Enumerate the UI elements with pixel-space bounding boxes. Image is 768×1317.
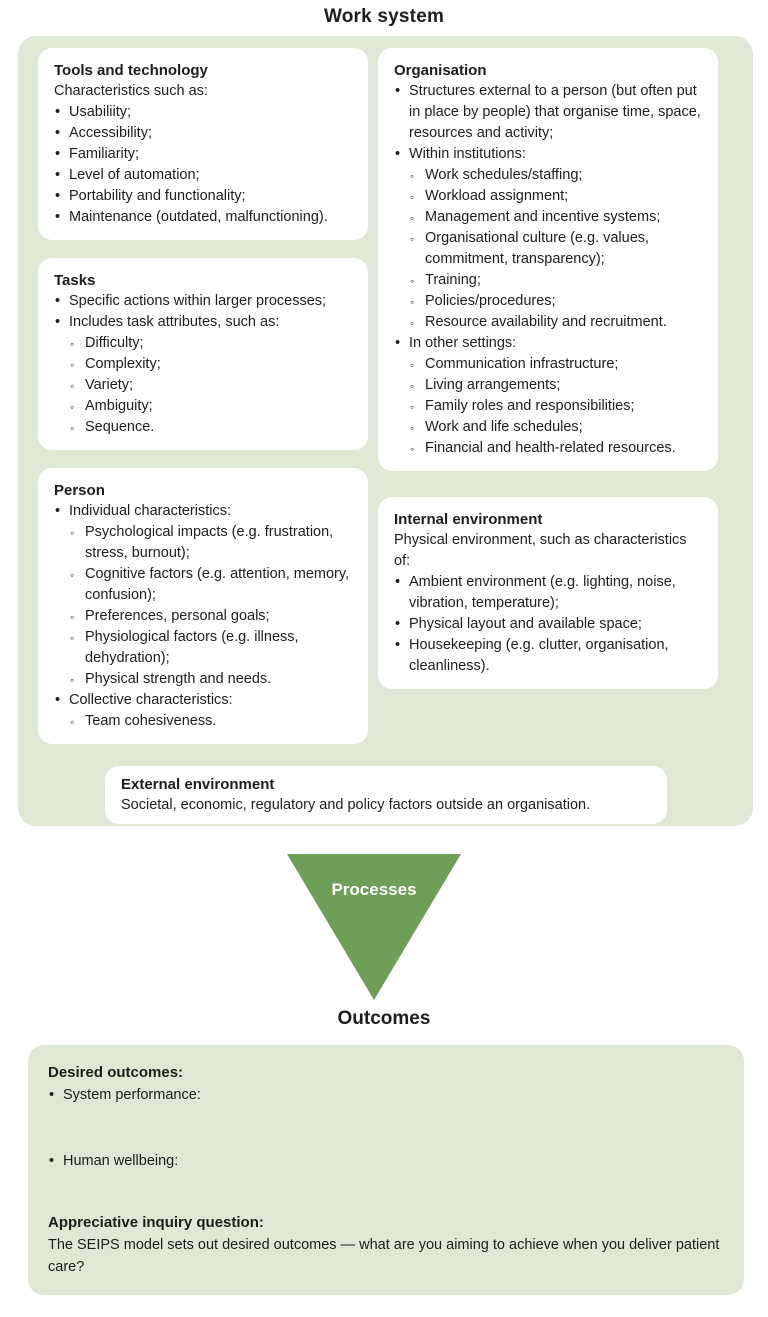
list-item: ◦ Team cohesiveness. bbox=[54, 711, 352, 732]
human-wellbeing-item: • Human wellbeing: bbox=[48, 1150, 724, 1172]
list-item: • Individual characteristics: bbox=[54, 501, 352, 522]
list-item: • Maintenance (outdated, malfunctioning). bbox=[54, 207, 352, 228]
list-item: • Familiarity; bbox=[54, 144, 352, 165]
list-item: ◦ Work schedules/staffing; bbox=[394, 165, 702, 186]
list-item: • Portability and functionality; bbox=[54, 186, 352, 207]
work-system-panel bbox=[18, 36, 753, 826]
tools-and-technology-box bbox=[38, 48, 368, 240]
list-item: ◦ Living arrangements; bbox=[394, 375, 702, 396]
list-item: • Structures external to a person (but often put in place by people) that organise time, space, resources and activity; bbox=[394, 81, 702, 144]
appreciative-inquiry-heading: Appreciative inquiry question: bbox=[48, 1214, 264, 1231]
list-item: • Within institutions: bbox=[394, 144, 702, 165]
list-item: ◦ Workload assignment; bbox=[394, 186, 702, 207]
list-item: • Accessibility; bbox=[54, 123, 352, 144]
list-item: ◦ Organisational culture (e.g. values, commitment, transparency); bbox=[394, 228, 702, 270]
list-item: ◦ Preferences, personal goals; bbox=[54, 606, 352, 627]
list-item: ◦ Variety; bbox=[54, 375, 352, 396]
external-environment-box bbox=[105, 766, 667, 824]
triangle-shape bbox=[287, 854, 461, 1000]
list-item: ◦ Work and life schedules; bbox=[394, 417, 702, 438]
list-item: ◦ Complexity; bbox=[54, 354, 352, 375]
list-item: • Housekeeping (e.g. clutter, organisation, cleanliness). bbox=[394, 635, 702, 677]
processes-label: Processes bbox=[331, 880, 417, 899]
list-item: • Usabiliity; bbox=[54, 102, 352, 123]
processes-triangle bbox=[287, 854, 461, 1000]
list-item: • Level of automation; bbox=[54, 165, 352, 186]
list-item: ◦ Cognitive factors (e.g. attention, memory, confusion); bbox=[54, 564, 352, 606]
organisation-list bbox=[394, 81, 702, 459]
external-environment-body: Societal, economic, regulatory and policy factors outside an organisation. bbox=[121, 797, 591, 813]
desired-outcomes-heading: Desired outcomes: bbox=[48, 1064, 184, 1081]
tools-box-intro: Characteristics such as: bbox=[54, 83, 208, 99]
list-item: • Includes task attributes, such as: bbox=[54, 312, 352, 333]
list-item: ◦ Resource availability and recruitment. bbox=[394, 312, 702, 333]
list-item: ◦ Management and incentive systems; bbox=[394, 207, 702, 228]
organisation-box bbox=[378, 48, 718, 471]
list-item: ◦ Ambiguity; bbox=[54, 396, 352, 417]
list-item: ◦ Training; bbox=[394, 270, 702, 291]
list-item: ◦ Sequence. bbox=[54, 417, 352, 438]
person-box bbox=[38, 468, 368, 744]
list-item: ◦ Communication infrastructure; bbox=[394, 354, 702, 375]
system-performance-item: • System performance: bbox=[48, 1084, 724, 1106]
work-system-title: Work system bbox=[323, 6, 445, 27]
list-item: ◦ Psychological impacts (e.g. frustration, stress, burnout); bbox=[54, 522, 352, 564]
internal-environment-box bbox=[378, 497, 718, 689]
tasks-list bbox=[54, 291, 352, 438]
tasks-box-title: Tasks bbox=[54, 272, 96, 289]
internal-environment-list bbox=[394, 572, 702, 677]
appreciative-inquiry-text: The SEIPS model sets out desired outcomes — what are you aiming to achieve when you deliver patient care? bbox=[48, 1237, 720, 1275]
external-environment-box-title: External environment bbox=[121, 776, 275, 793]
tasks-box bbox=[38, 258, 368, 450]
person-list bbox=[54, 501, 352, 732]
list-item: • Specific actions within larger processes; bbox=[54, 291, 352, 312]
tools-box-title: Tools and technology bbox=[54, 62, 208, 79]
list-item: ◦ Physical strength and needs. bbox=[54, 669, 352, 690]
tools-list bbox=[54, 102, 352, 228]
list-item: ◦ Financial and health-related resources. bbox=[394, 438, 702, 459]
list-item: ◦ Policies/procedures; bbox=[394, 291, 702, 312]
outcomes-title: Outcomes bbox=[337, 1008, 431, 1029]
list-item: ◦ Difficulty; bbox=[54, 333, 352, 354]
list-item: • Physical layout and available space; bbox=[394, 614, 702, 635]
internal-environment-intro: Physical environment, such as characteristics of: bbox=[394, 532, 687, 569]
list-item: ◦ Family roles and responsibilities; bbox=[394, 396, 702, 417]
list-item: ◦ Physiological factors (e.g. illness, dehydration); bbox=[54, 627, 352, 669]
person-box-title: Person bbox=[54, 482, 105, 499]
list-item: • Collective characteristics: bbox=[54, 690, 352, 711]
outcomes-panel bbox=[28, 1045, 744, 1295]
organisation-box-title: Organisation bbox=[394, 62, 487, 79]
list-item: • Ambient environment (e.g. lighting, noise, vibration, temperature); bbox=[394, 572, 702, 614]
internal-environment-box-title: Internal environment bbox=[394, 511, 543, 528]
list-item: • In other settings: bbox=[394, 333, 702, 354]
